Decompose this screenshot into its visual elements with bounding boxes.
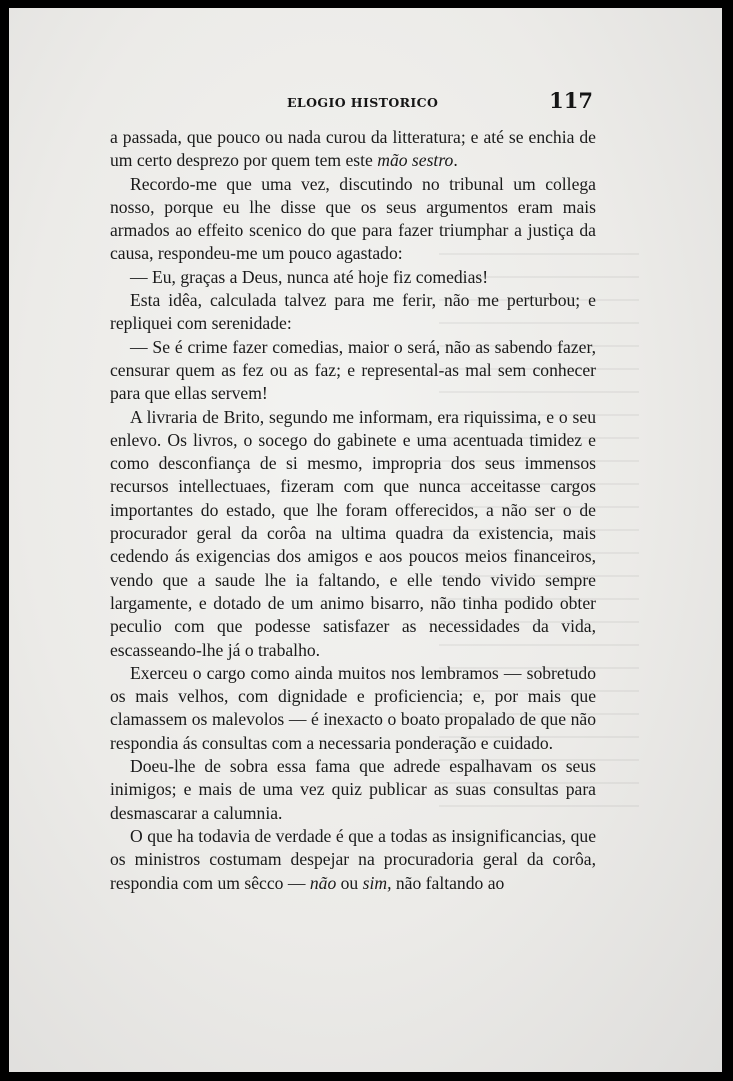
paragraph-2 (110, 173, 596, 266)
text-run: não faltando ao (391, 872, 505, 893)
text-run: — Se é crime fazer comedias, maior o será, não as sabendo fazer, censurar quem as fez ou as faz; e represental-as mal sem conhecer para que ellas servem! (110, 336, 596, 404)
italic-text: mão sestro (377, 150, 454, 171)
paragraph-5 (110, 662, 596, 755)
paragraph-3 (110, 289, 596, 336)
text-run: O que ha todavia de verdade é que a todas as insignificancias, que os ministros costumam despejar na procuradoria geral da corôa, respondia com um sêcco — (110, 825, 596, 893)
page-header (113, 88, 593, 118)
text-run: — Eu, graças a Deus, nunca até hoje fiz comedias! (130, 266, 489, 287)
italic-text: sim, (362, 872, 392, 893)
text-run: Esta idêa, calculada talvez para me ferir, não me perturbou; e repliquei com serenidade: (110, 290, 596, 334)
italic-text: não (309, 872, 337, 893)
text-run: ou (336, 872, 363, 893)
text-run: Exerceu o cargo como ainda muitos nos lembramos — sobretudo os mais velhos, com dignidade e proficiencia; e, por mais que clamassem os malevolos — é inexacto o boato propalado de que não respondia ás consultas com a necessaria ponderação e cuidado. (110, 662, 596, 753)
text-run: . (453, 150, 458, 171)
running-title: ELOGIO HISTORICO (287, 95, 439, 110)
text-run: A livraria de Brito, segundo me informam, era riquissima, e o seu enlevo. Os livros, o socego do gabinete e uma acentuada timidez e como desconfiança de si mesmo, impropria dos seus immensos recursos intellectuaes, fizeram com que nunca acceitasse cargos importantes do estado, que lhe foram offerecidos, a não ser o de procurador geral da corôa na ultima quadra da existencia, mais cedendo ás exigencias dos amigos e aos poucos meios financeiros, vendo que a saude lhe ia faltando, e elle tendo vivido sempre largamente, e dotado de um animo bisarro, não tinha podido obter peculio com que podesse satisfazer as necessidades da vida, escasseando-lhe já o trabalho. (110, 406, 596, 660)
paragraph-7 (110, 825, 596, 895)
dialog-line-2 (110, 336, 596, 406)
paragraph-4 (110, 406, 596, 662)
text-run: Recordo-me que uma vez, discutindo no tribunal um collega nosso, porque eu lhe disse que os seus argumentos eram mais armados ao effeito scenico do que para fazer triumphar a justiça da causa, respondeu-me um pouco agastado: (110, 173, 596, 264)
text-run: a passada, que pouco ou nada curou da litteratura; e até se enchia de um certo desprezo por quem tem este (110, 127, 596, 171)
paragraph-1 (110, 126, 596, 173)
paragraph-6 (110, 755, 596, 825)
body-text (110, 126, 596, 895)
text-run: Doeu-lhe de sobra essa fama que adrede espalhavam os seus inimigos; e mais de uma vez quiz publicar as suas consultas para desmascarar a calumnia. (110, 756, 596, 823)
page-number: 117 (549, 88, 593, 113)
dialog-line-1 (110, 266, 596, 289)
book-page (9, 8, 722, 1072)
